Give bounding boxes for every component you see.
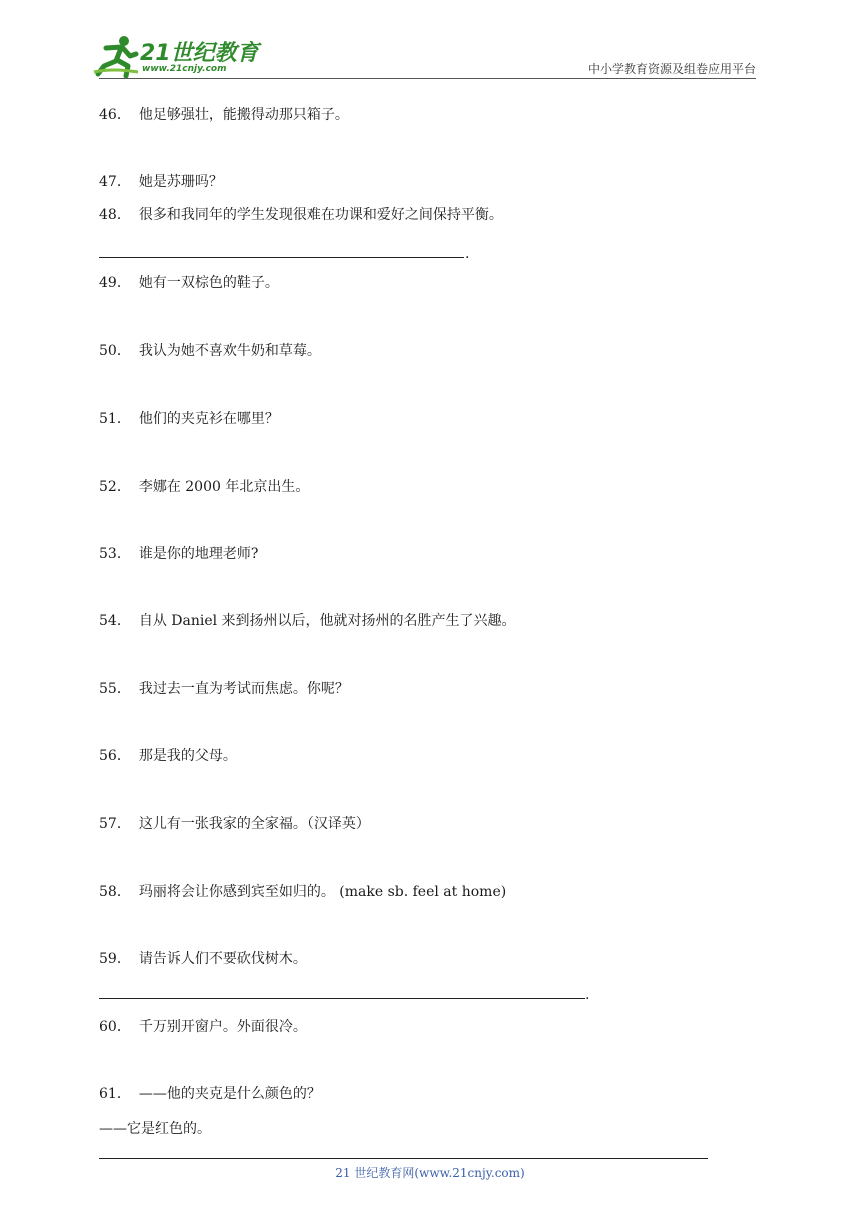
runner-logo-icon xyxy=(92,34,142,78)
question-text: 她是苏珊吗？ xyxy=(138,174,223,190)
question-55 xyxy=(99,680,349,698)
question-59 xyxy=(99,950,307,968)
question-50 xyxy=(99,342,321,360)
question-text: 我认为她不喜欢牛奶和草莓。 xyxy=(138,343,321,359)
site-logo[interactable] xyxy=(92,34,262,78)
question-61 xyxy=(99,1085,321,1103)
question-number: 61． xyxy=(99,1086,131,1102)
question-58 xyxy=(99,883,506,901)
footer-link[interactable]: 21 世纪教育网(www.21cnjy.com) xyxy=(335,1166,525,1180)
question-number: 53． xyxy=(99,546,131,562)
question-number: 56． xyxy=(99,748,131,764)
logo-title: 21世纪教育 xyxy=(140,41,259,66)
question-47 xyxy=(99,173,223,191)
question-49 xyxy=(99,274,279,292)
question-number: 57． xyxy=(99,816,131,832)
question-51 xyxy=(99,410,279,428)
question-text: ——他的夹克是什么颜色的？ xyxy=(138,1086,321,1102)
answer-line[interactable] xyxy=(99,257,464,258)
question-number: 59． xyxy=(99,951,131,967)
answer-line-period: . xyxy=(585,987,590,1003)
question-number: 46． xyxy=(99,107,131,123)
question-56 xyxy=(99,747,237,765)
question-54 xyxy=(99,612,516,630)
question-61-reply: ——它是红色的。 xyxy=(99,1121,211,1137)
question-number: 47． xyxy=(99,174,131,190)
question-text: 李娜在 2000 年北京出生。 xyxy=(138,479,310,495)
logo-url: www.21cnjy.com xyxy=(142,64,227,74)
question-number: 48． xyxy=(99,207,131,223)
question-text: 她有一双棕色的鞋子。 xyxy=(138,275,279,291)
header-divider xyxy=(99,78,756,79)
question-number: 50． xyxy=(99,343,131,359)
question-number: 58． xyxy=(99,884,131,900)
question-text: 自从 Daniel 来到扬州以后，他就对扬州的名胜产生了兴趣。 xyxy=(138,613,516,629)
answer-line[interactable] xyxy=(99,998,585,999)
question-number: 54． xyxy=(99,613,131,629)
question-text: 玛丽将会让你感到宾至如归的。 (make sb. feel at home) xyxy=(138,884,507,900)
question-60 xyxy=(99,1018,307,1036)
footer-divider xyxy=(99,1158,708,1159)
answer-line-period: . xyxy=(465,246,470,262)
question-number: 51． xyxy=(99,411,131,427)
question-46 xyxy=(99,106,349,124)
question-text: 他足够强壮，能搬得动那只箱子。 xyxy=(138,107,349,123)
question-number: 60． xyxy=(99,1019,131,1035)
question-57 xyxy=(99,815,370,833)
page-header xyxy=(0,0,860,80)
question-number: 52． xyxy=(99,479,131,495)
question-text: 请告诉人们不要砍伐树木。 xyxy=(138,951,307,967)
question-text: 很多和我同年的学生发现很难在功课和爱好之间保持平衡。 xyxy=(138,207,503,223)
question-text: 这儿有一张我家的全家福。（汉译英） xyxy=(138,816,370,832)
question-number: 55． xyxy=(99,681,131,697)
question-number: 49． xyxy=(99,275,131,291)
question-53 xyxy=(99,545,258,563)
question-text: 千万别开窗户。外面很冷。 xyxy=(138,1019,307,1035)
question-52 xyxy=(99,478,309,496)
question-text: 我过去一直为考试而焦虑。你呢？ xyxy=(138,681,349,697)
question-text: 那是我的父母。 xyxy=(138,748,237,764)
question-text: 他们的夹克衫在哪里？ xyxy=(138,411,279,427)
platform-name: 中小学教育资源及组卷应用平台 xyxy=(587,62,756,76)
question-text: 谁是你的地理老师? xyxy=(138,546,259,562)
question-48 xyxy=(99,206,503,224)
